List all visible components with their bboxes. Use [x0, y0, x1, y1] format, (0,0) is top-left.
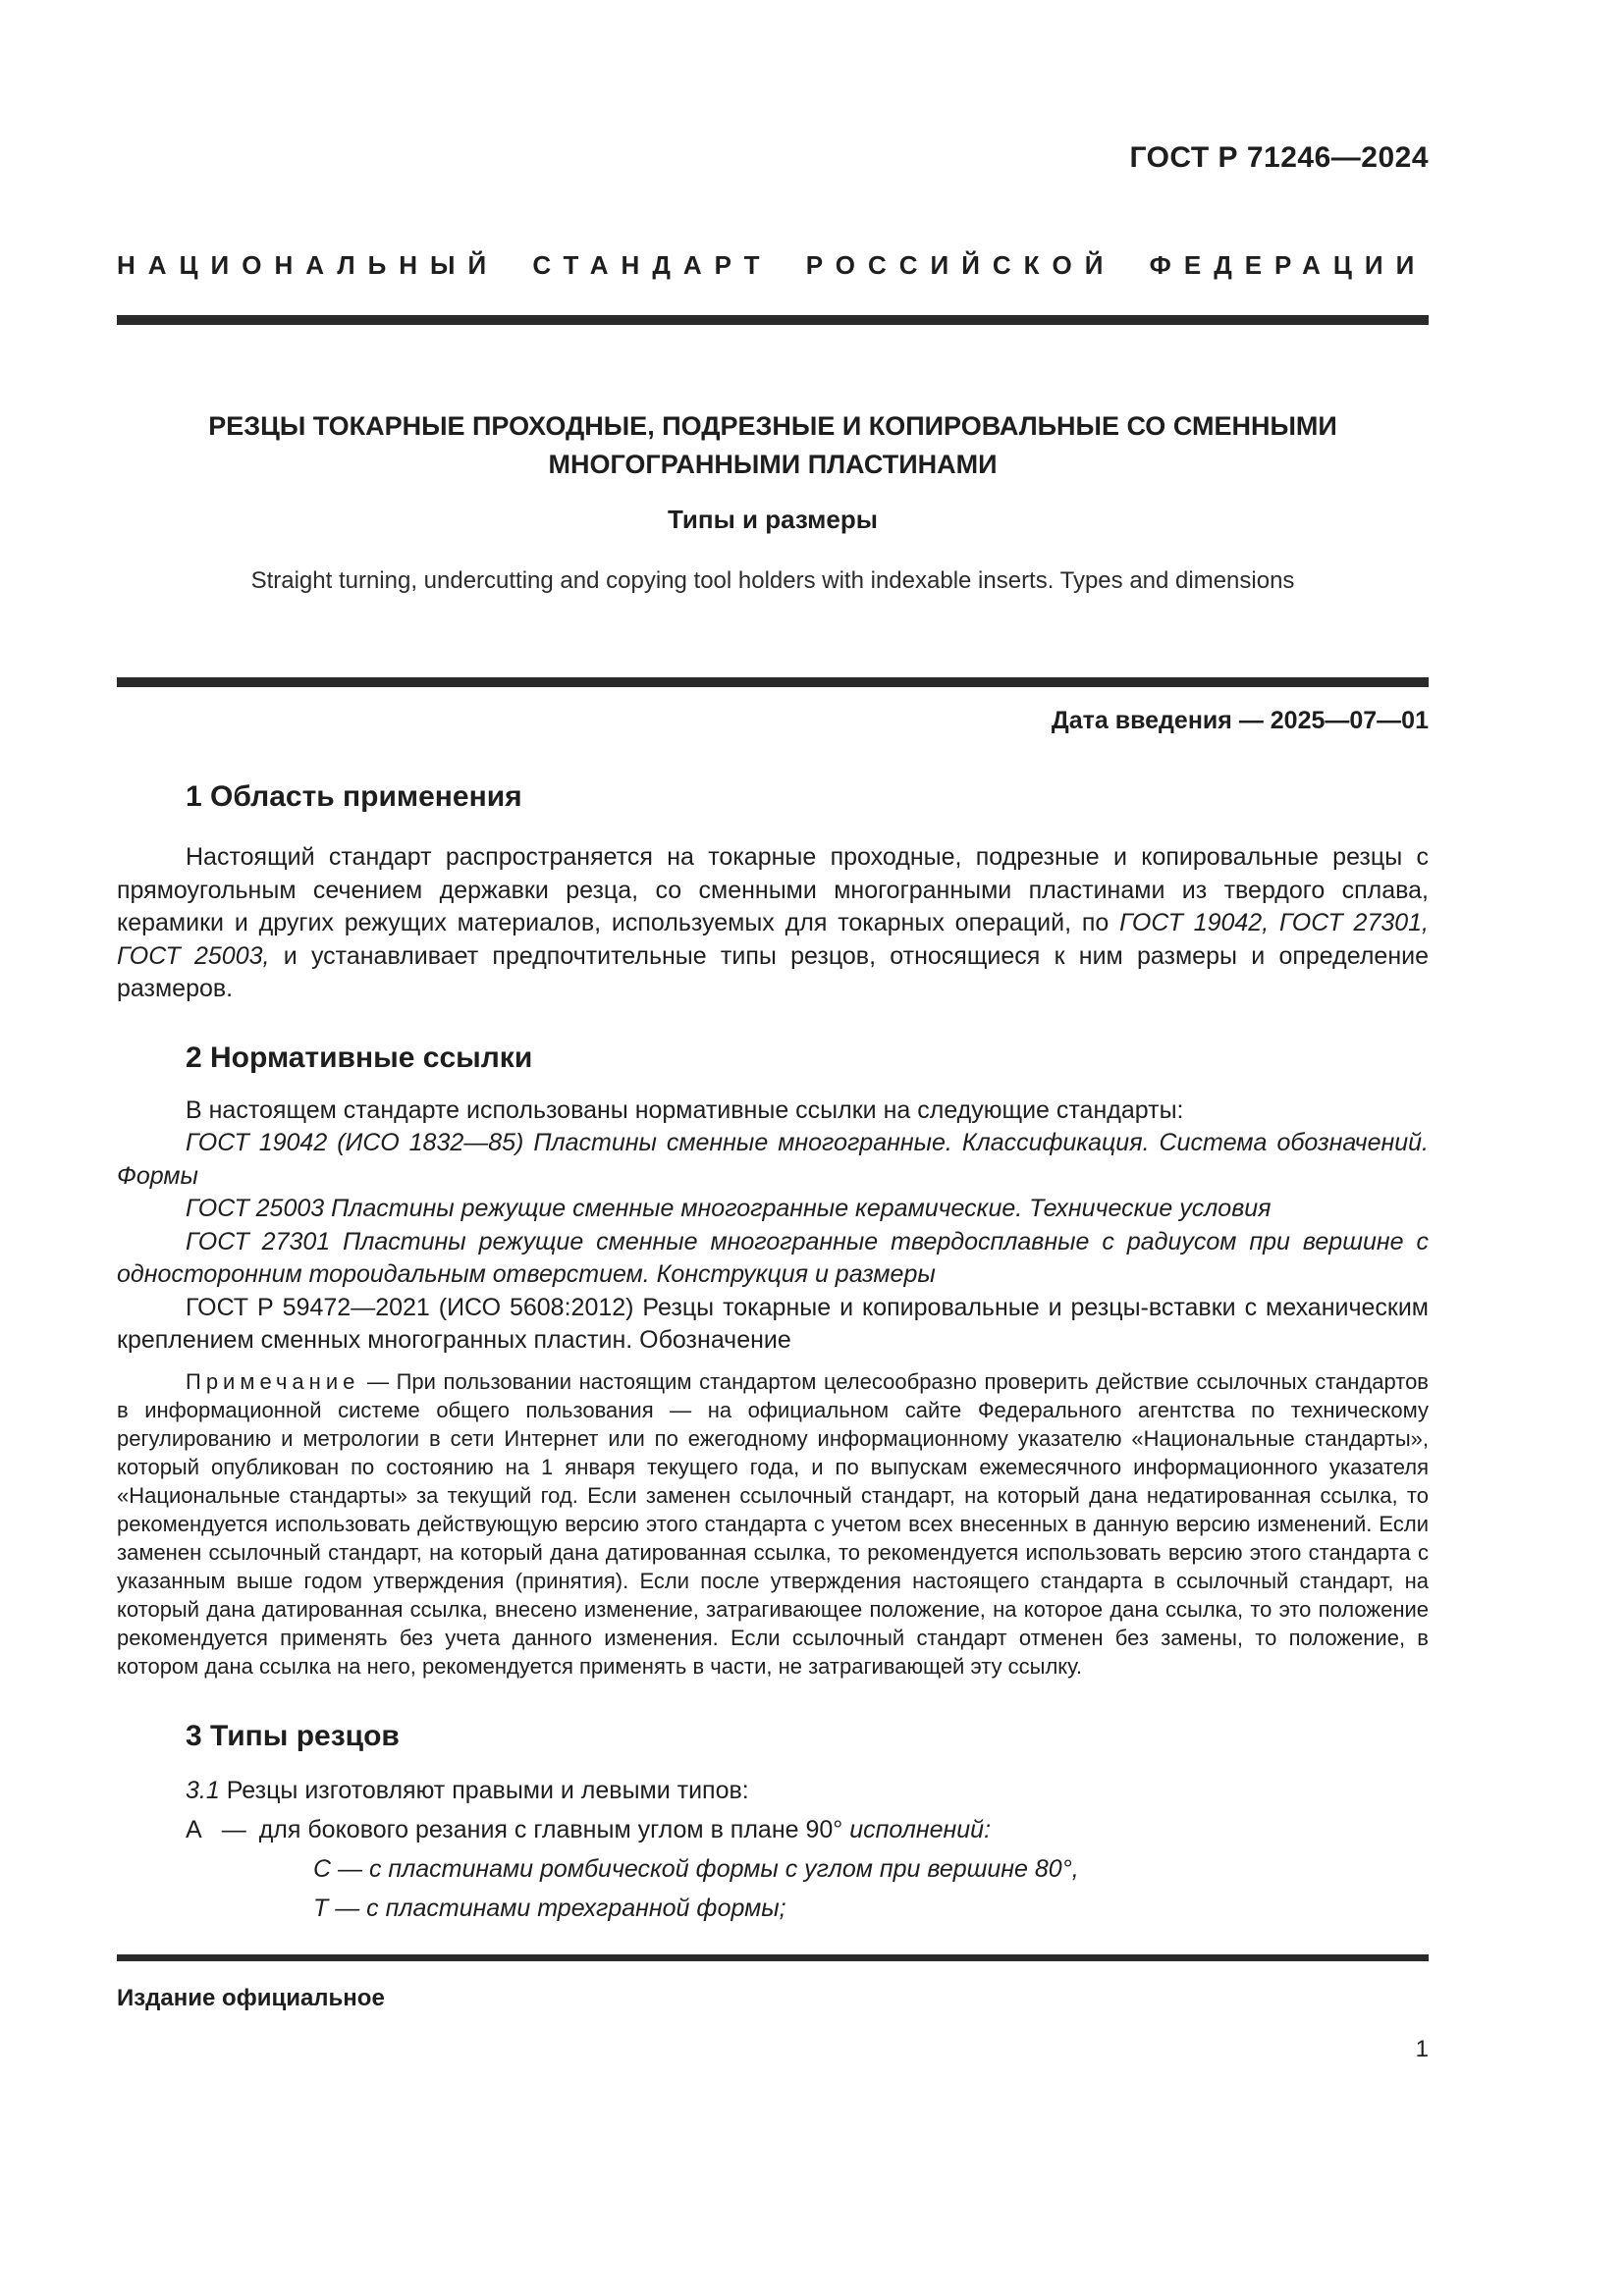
- clause-3-1: [117, 1775, 1429, 1808]
- document-title: [117, 407, 1429, 484]
- scope-run-3: и устанавливает предпочтительные типы резцов, относящиеся к ним размеры и определение размеров.: [117, 941, 1429, 1002]
- edition-label: Издание официальное: [117, 1985, 385, 2011]
- document-subtitle: Типы и размеры: [668, 505, 878, 534]
- type-item-a-text: для бокового резания с главным углом в плане 90°: [258, 1816, 850, 1843]
- scope-paragraph: [117, 841, 1429, 1006]
- section-2-heading: 2 Нормативные ссылки: [186, 1041, 533, 1074]
- scope-run-1: Настоящий стандарт распространяется на токарные проходные, подрезные и копировальные резцы с прямоугольным сечением державки резца, со сменными многогранными пластинами из твердого сплава, керамики и других режущих материалов, используемых для токарных операций, по: [117, 843, 1429, 936]
- footer-rule: [117, 1954, 1429, 1961]
- divider-bar-mid: [117, 677, 1429, 687]
- type-item-a-letter: А: [186, 1816, 202, 1843]
- page-number: 1: [1415, 2036, 1429, 2062]
- document-title-en: Straight turning, undercutting and copying tool holders with indexable inserts. Types and dimensions: [250, 567, 1295, 594]
- type-item-a-dash: —: [221, 1816, 246, 1843]
- document-title-line2: МНОГОГРАННЫМИ ПЛАСТИНАМИ: [548, 450, 998, 479]
- ref-item-gost-r-59472: ГОСТ Р 59472—2021 (ИСО 5608:2012) Резцы токарные и копировальные и резцы-вставки с механическим креплением сменных многогранных пластин. Обозначение: [117, 1293, 1429, 1354]
- note-label: Примечание: [186, 1368, 360, 1394]
- clause-3-1-text: Резцы изготовляют правыми и левыми типов:: [219, 1776, 749, 1804]
- divider-bar-top: [117, 315, 1429, 325]
- ref-item-gost-19042: ГОСТ 19042 (ИСО 1832—85) Пластины сменные многогранные. Классификация. Система обозначений. Формы: [117, 1129, 1429, 1190]
- type-item-a-text-italic: исполнений:: [849, 1816, 992, 1843]
- scope-run-gost-refs: ГОСТ 19042, ГОСТ 27301, ГОСТ 25003,: [117, 909, 1429, 970]
- section-3-heading: 3 Типы резцов: [186, 1719, 400, 1752]
- clause-3-1-number: 3.1: [186, 1776, 220, 1804]
- section-1-heading: 1 Область применения: [186, 780, 522, 813]
- standard-type-line: НАЦИОНАЛЬНЫЙ СТАНДАРТ РОССИЙСКОЙ ФЕДЕРАЦИИ: [117, 250, 1428, 280]
- document-title-line1: РЕЗЦЫ ТОКАРНЫЕ ПРОХОДНЫЕ, ПОДРЕЗНЫЕ И КОПИРОВАЛЬНЫЕ СО СМЕННЫМИ: [208, 411, 1337, 441]
- type-item-c: С — с пластинами ромбической формы с углом при вершине 80°,: [313, 1855, 1079, 1883]
- type-item-t: Т — с пластинами трехгранной формы;: [313, 1895, 786, 1922]
- effective-date: Дата введения — 2025—07—01: [1051, 707, 1429, 734]
- ref-item-gost-27301: ГОСТ 27301 Пластины режущие сменные многогранные твердосплавные с радиусом при вершине с односторонним тороидальным отверстием. Конструкция и размеры: [117, 1227, 1429, 1288]
- ref-item-gost-25003: ГОСТ 25003 Пластины режущие сменные многогранные керамические. Технические условия: [186, 1195, 1272, 1222]
- header-doc-number: ГОСТ Р 71246—2024: [1129, 141, 1429, 174]
- note-text: — При пользовании настоящим стандартом целесообразно проверить действие ссылочных стандартов в информационной системе общего пользования — на официальном сайте Федерального агентства по техническому регулированию и метрологии в сети Интернет или по ежегодному информационному указателю «Национальные стандарты», который опубликован по состоянию на 1 января текущего года, и по выпускам ежемесячного информационного указателя «Национальные стандарты» за текущий год. Если заменен ссылочный стандарт, на который дана недатированная ссылка, то рекомендуется использовать действующую версию этого стандарта с учетом всех внесенных в данную версию изменений. Если заменен ссылочный стандарт, на который дана датированная ссылка, то рекомендуется использовать версию этого стандарта с указанным выше годом утверждения (принятия). Если после утверждения настоящего стандарта в ссылочный стандарт, на который дана датированная ссылка, внесено изменение, затрагивающее положение, на которое дана ссылка, то это положение рекомендуется применять без учета данного изменения. Если ссылочный стандарт отменен без замены, то положение, в котором дана ссылка на него, рекомендуется применять в части, не затрагивающей эту ссылку.: [117, 1368, 1429, 1679]
- refs-intro: В настоящем стандарте использованы нормативные ссылки на следующие стандарты:: [186, 1095, 1184, 1124]
- page-content: [117, 0, 1429, 2065]
- note-paragraph: [117, 1367, 1429, 1681]
- type-item-a: [117, 1813, 1429, 1846]
